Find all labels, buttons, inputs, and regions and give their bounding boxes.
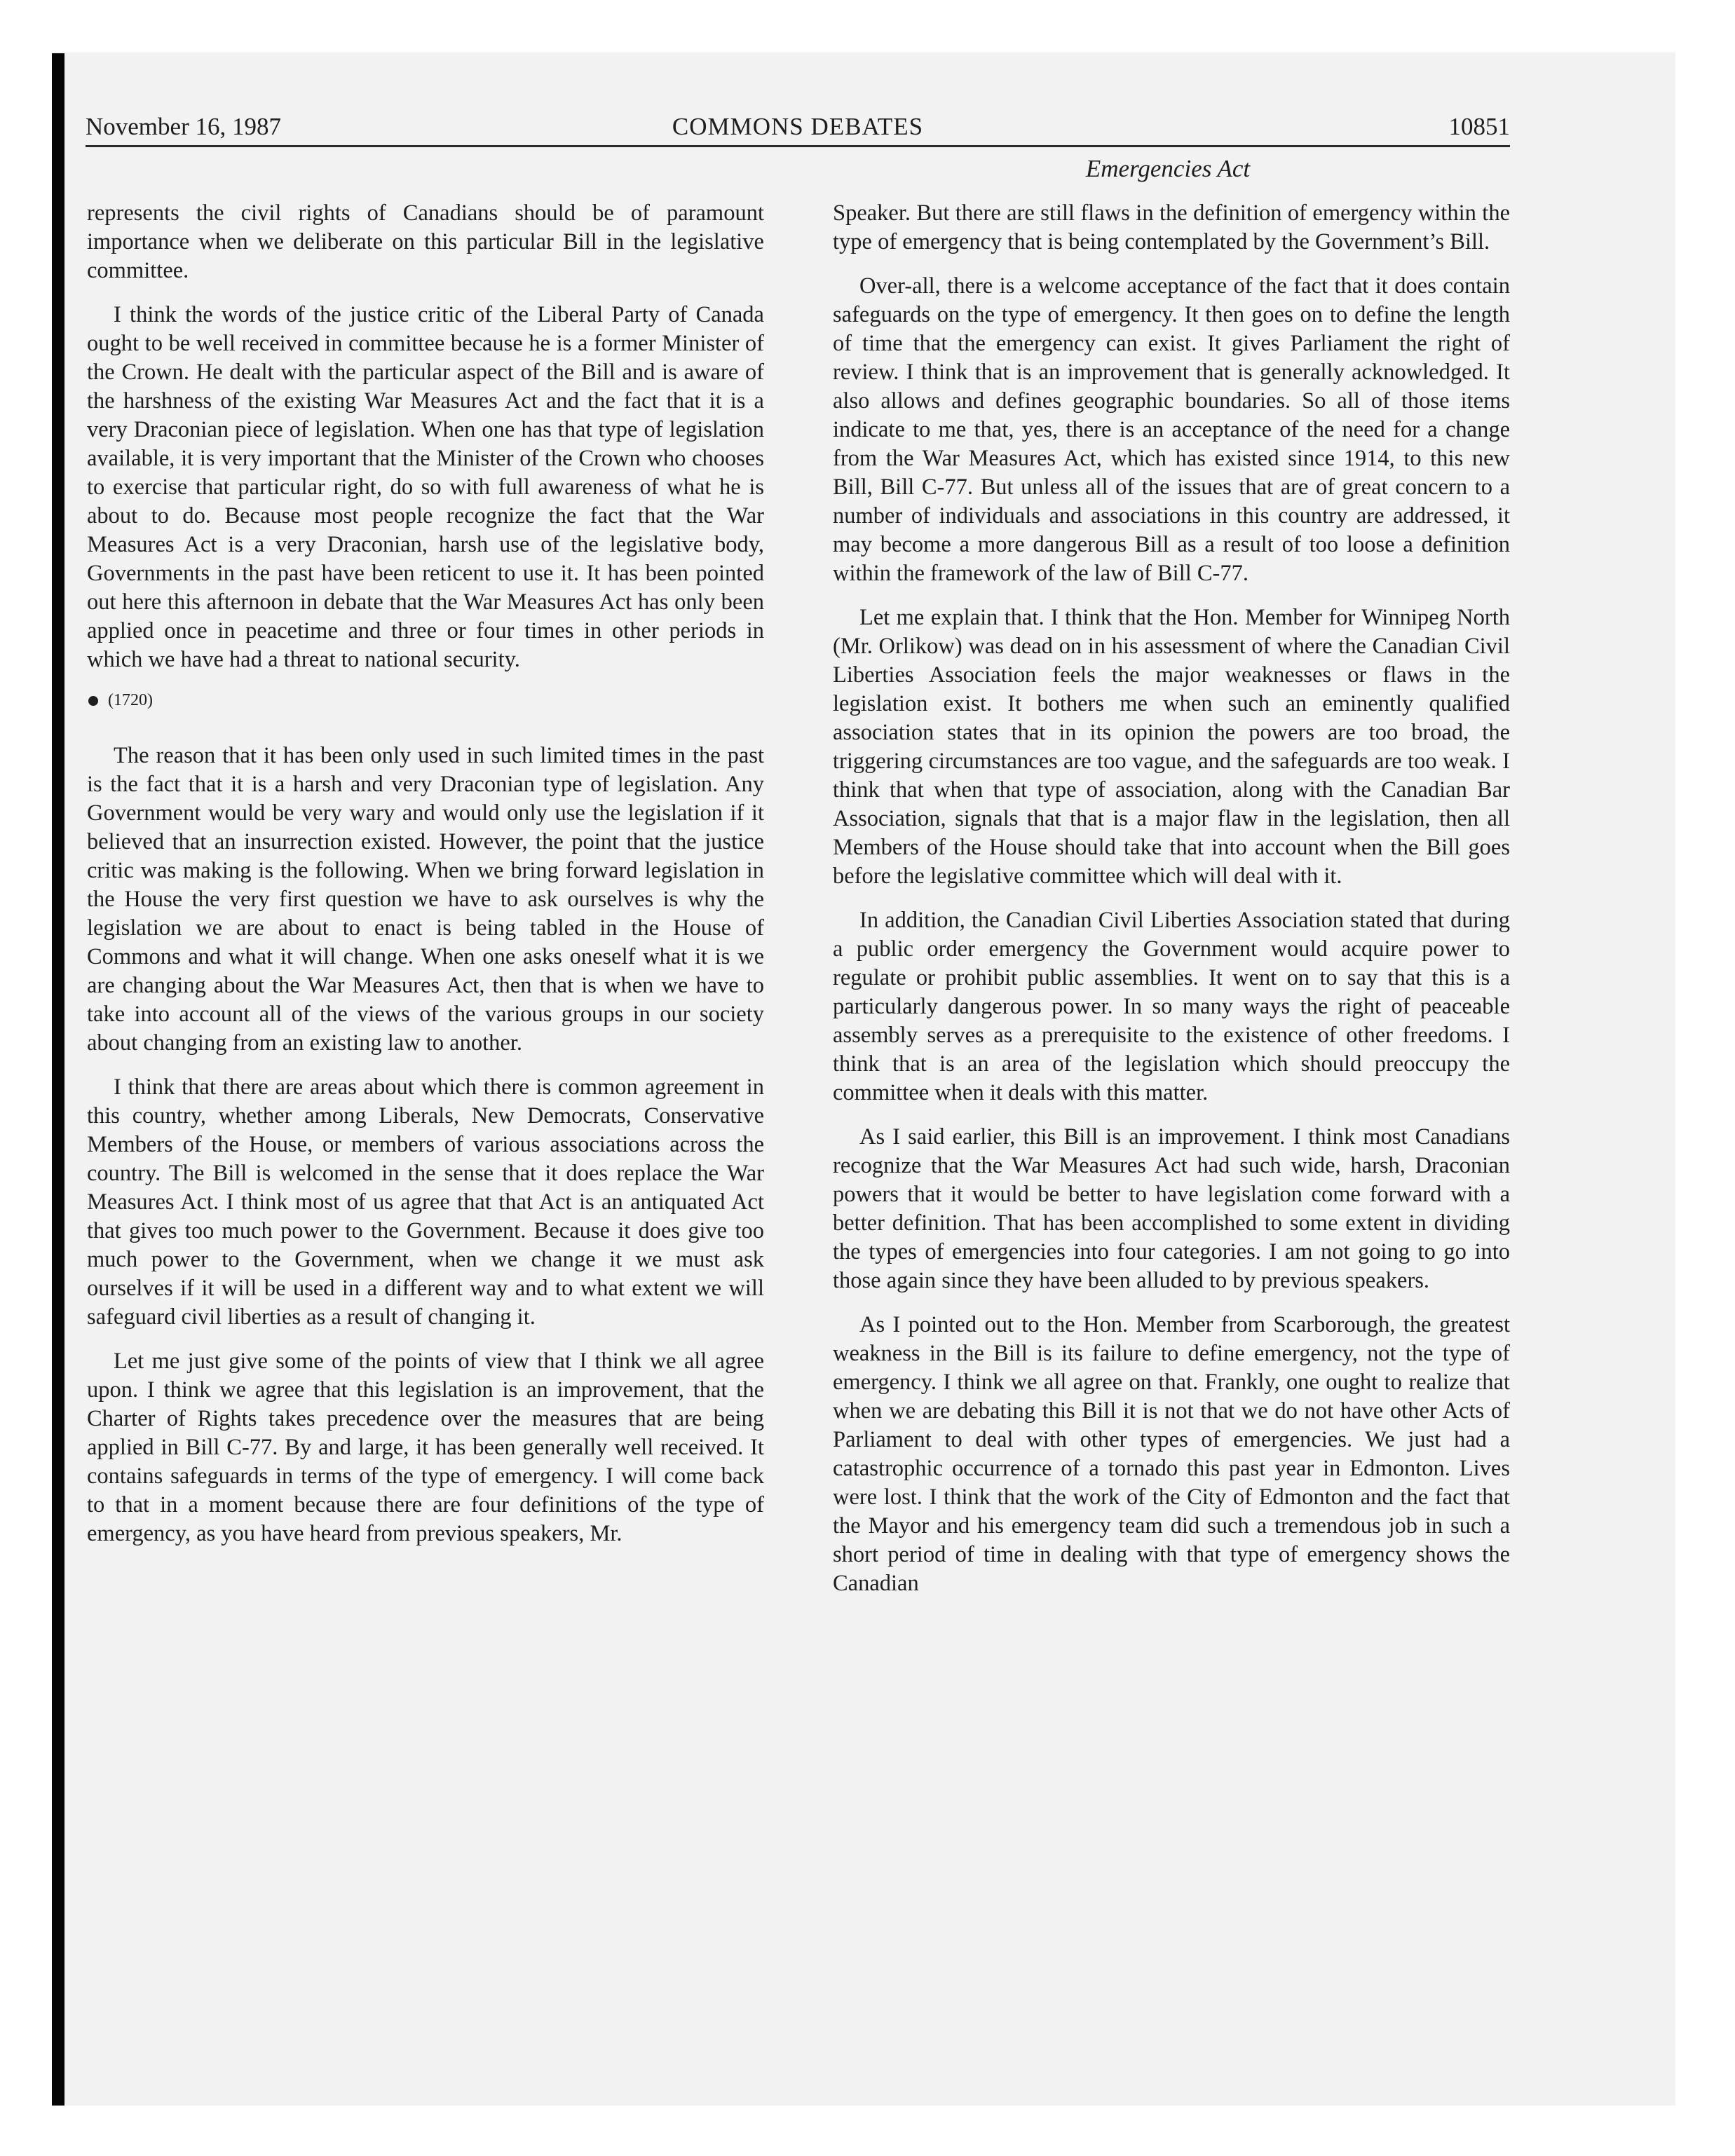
- scan-top-edge: [52, 52, 1675, 53]
- paragraph: represents the civil rights of Canadians should be of paramount importance when we deliberate on this particular Bill in the legislative committee.: [87, 200, 764, 283]
- bullet-icon: [88, 696, 98, 706]
- scan-border: [52, 52, 64, 2106]
- paragraph: I think the words of the justice critic of the Liberal Party of Canada ought to be well received in committee because he is a former Minister of the Crown. He dealt with the particular aspect of the Bill and is aware of the harshness of the existing War Measures Act and the fact that it is a very Draconian piece of legislation. When one has that type of legislation available, it is very important that the Minister of the Crown who chooses to exercise that particular right, do so with full awareness of what he is about to do. Because most people recognize the fact that the War Measures Act is a very Draconian, harsh use of the legislative body, Governments in the past have been reticent to use it. It has been pointed out here this afternoon in debate that the War Measures Act has only been applied once in peacetime and three or four times in other periods in which we have had a threat to national security.: [87, 302, 764, 672]
- timestamp-marker: [87, 690, 764, 711]
- right-column: [833, 199, 1510, 1613]
- header-publication: COMMONS DEBATES: [672, 113, 924, 140]
- section-title: Emergencies Act: [1085, 155, 1251, 182]
- header-date: November 16, 1987: [86, 113, 281, 140]
- paragraph: Let me explain that. I think that the Hon. Member for Winnipeg North (Mr. Orlikow) was dead on in his assessment of where the Canadian Civil Liberties Association feels the major weaknesses or flaws in the legislation exist. It bothers me when such an eminently qualified association states that in its opinion the powers are too broad, the triggering circumstances are too vague, and the safeguards are too weak. I think that when that type of association, along with the Canadian Bar Association, signals that that is a major flaw in the legislation, then all Members of the House should take that into account when the Bill goes before the legislative committee which will deal with it.: [833, 605, 1510, 889]
- paragraph: As I pointed out to the Hon. Member from Scarborough, the greatest weakness in the Bill is its failure to define emergency, not the type of emergency. I think we all agree on that. Frankly, one ought to realize that when we are debating this Bill it is not that we do not have other Acts of Parliament to deal with other types of emergencies. We just had a catastrophic occurrence of a tornado this past year in Edmonton. Lives were lost. I think that the work of the City of Edmonton and the fact that the Mayor and his emergency team did such a tremendous job in such a short period of time in dealing with that type of emergency shows the Canadian: [833, 1312, 1510, 1596]
- left-column: [87, 199, 764, 1564]
- paragraph: Over-all, there is a welcome acceptance of the fact that it does contain safeguards on the type of emergency. It then goes on to define the length of time that the emergency can exist. It gives Parliament the right of review. I think that is an improvement that is generally acknowledged. It also allows and defines geographic boundaries. So all of those items indicate to me that, yes, there is an acceptance of the need for a change from the War Measures Act, which has existed since 1914, to this new Bill, Bill C-77. But unless all of the issues that are of great concern to a number of individuals and associations in this country are addressed, it may become a more dangerous Bill as a result of too loose a definition within the framework of the law of Bill C-77.: [833, 273, 1510, 586]
- paragraph: I think that there are areas about which there is common agreement in this country, whether among Liberals, New Democrats, Conservative Members of the House, or members of various associations across the country. The Bill is welcomed in the sense that it does replace the War Measures Act. I think most of us agree that that Act is an antiquated Act that gives too much power to the Government. Because it does give too much power to the Government, when we change it we must ask ourselves if it will be used in a different way and to what extent we will safeguard civil liberties as a result of changing it.: [87, 1074, 764, 1330]
- paragraph: In addition, the Canadian Civil Liberties Association stated that during a public order emergency the Government would acquire power to regulate or prohibit public assemblies. It went on to say that this is a particularly dangerous power. In so many ways the right of peaceable assembly serves as a prerequisite to the existence of other freedoms. I think that is an area of the legislation which should preoccupy the committee when it deals with this matter.: [833, 908, 1510, 1105]
- running-header: [86, 111, 1510, 143]
- paragraph: Speaker. But there are still flaws in the definition of emergency within the type of emergency that is being contemplated by the Government’s Bill.: [833, 200, 1510, 254]
- header-rule: [86, 145, 1510, 147]
- paragraph: Let me just give some of the points of view that I think we all agree upon. I think we agree that this legislation is an improvement, that the Charter of Rights takes precedence over the measures that are being applied in Bill C-77. By and large, it has been generally well received. It contains safeguards in terms of the type of emergency. I will come back to that in a moment because there are four definitions of the type of emergency, as you have heard from previous speakers, Mr.: [87, 1349, 764, 1546]
- header-page-number: 10851: [1448, 113, 1510, 140]
- paragraph: As I said earlier, this Bill is an improvement. I think most Canadians recognize that the War Measures Act had such wide, harsh, Draconian powers that it would be better to have legislation come forward with a better definition. That has been accomplished to some extent in dividing the types of emergencies into four categories. I am not going to go into those again since they have been alluded to by previous speakers.: [833, 1124, 1510, 1293]
- paragraph: The reason that it has been only used in such limited times in the past is the fact that it is a harsh and very Draconian type of legislation. Any Government would be very wary and would only use the legislation if it believed that an insurrection existed. However, the point that the justice critic was making is the following. When we bring forward legislation in the House the very first question we have to ask ourselves is why the legislation we are about to enact is being tabled in the House of Commons and what it will change. When one asks oneself what it is we are changing about the War Measures Act, then that is when we have to take into account all of the views of the various groups in our society about changing from an existing law to another.: [87, 743, 764, 1056]
- timestamp-text: (1720): [108, 691, 153, 709]
